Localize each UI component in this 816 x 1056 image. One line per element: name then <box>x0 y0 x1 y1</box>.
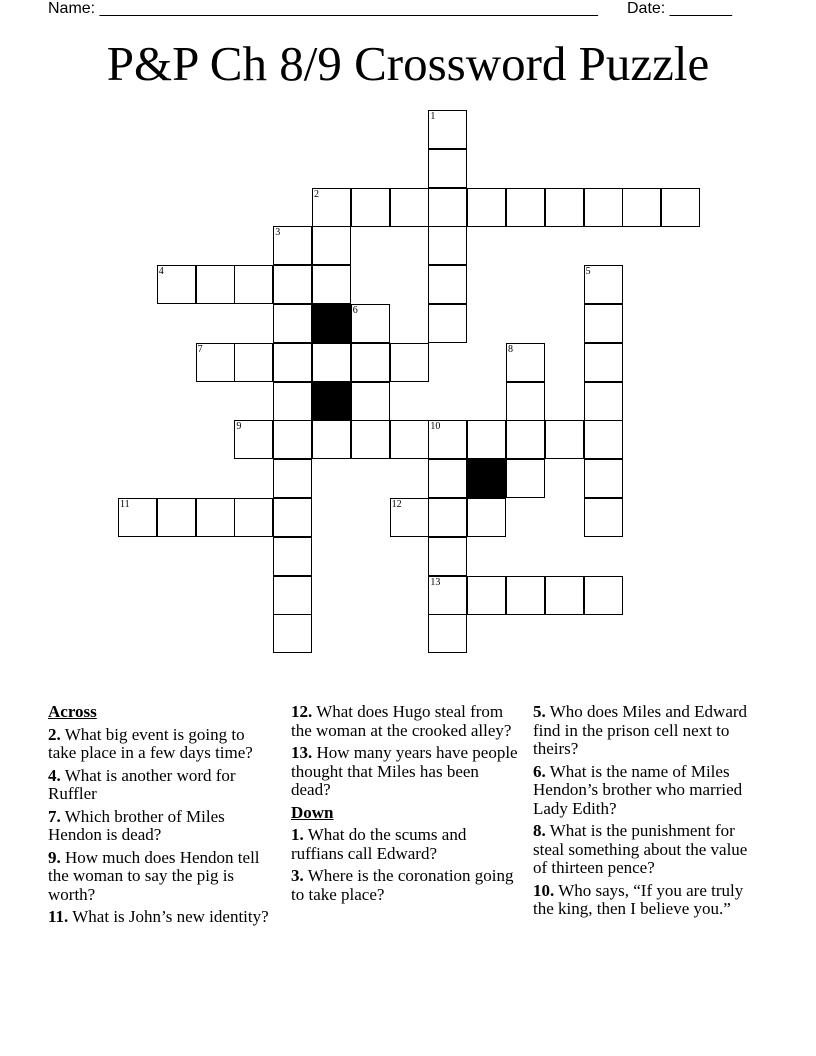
grid-cell[interactable] <box>506 382 545 421</box>
grid-cell[interactable] <box>234 343 273 382</box>
clue-number: 6. <box>533 761 546 781</box>
grid-cell[interactable] <box>467 498 506 537</box>
grid-cell[interactable] <box>584 382 623 421</box>
clue-text: Who says, “If you are truly the king, then I believe you.” <box>533 880 744 918</box>
clues-column-2 <box>291 703 521 908</box>
grid-cell[interactable] <box>428 188 467 227</box>
clue-text: What do the scums and ruffians call Edward? <box>291 825 467 863</box>
grid-cell[interactable] <box>312 226 351 265</box>
grid-cell[interactable] <box>467 188 506 227</box>
grid-cell[interactable] <box>234 265 273 304</box>
grid-cell[interactable] <box>467 576 506 615</box>
clue-number-label: 4 <box>158 266 164 278</box>
grid-cell[interactable] <box>312 343 351 382</box>
clue-number-label: 5 <box>585 266 591 278</box>
clue-number-label: 7 <box>197 343 203 355</box>
clue-text: What is another word for Ruffler <box>48 765 236 803</box>
grid-cell[interactable] <box>428 149 467 188</box>
grid-cell[interactable] <box>390 188 429 227</box>
grid-cell[interactable] <box>506 459 545 498</box>
grid-cell[interactable] <box>273 614 312 653</box>
grid-cell[interactable] <box>428 304 467 343</box>
grid-cell[interactable] <box>273 343 312 382</box>
black-cell <box>467 459 506 498</box>
clue-text: Who does Miles and Edward find in the prison cell next to theirs? <box>533 702 748 758</box>
clue-text: What is John’s new identity? <box>68 907 269 926</box>
clue-down-3 <box>291 867 521 904</box>
clue-number-label: 8 <box>508 343 513 355</box>
down-heading: Down <box>291 802 334 822</box>
clue-number: 10. <box>533 880 555 900</box>
grid-cell[interactable] <box>584 459 623 498</box>
grid-cell[interactable] <box>467 420 506 459</box>
grid-cell[interactable] <box>273 537 312 576</box>
grid-cell[interactable] <box>312 265 351 304</box>
grid-cell[interactable] <box>351 343 390 382</box>
grid-cell[interactable] <box>506 576 545 615</box>
black-cell <box>312 382 351 421</box>
grid-cell[interactable] <box>234 420 273 459</box>
clue-across-9 <box>48 849 276 905</box>
grid-cell[interactable] <box>428 265 467 304</box>
grid-cell[interactable] <box>273 420 312 459</box>
grid-cell[interactable] <box>312 420 351 459</box>
grid-cell[interactable] <box>273 498 312 537</box>
clue-text: How many years have people thought that Miles has been dead? <box>291 743 518 799</box>
clue-across-2 <box>48 726 276 763</box>
grid-cell[interactable] <box>273 576 312 615</box>
clue-number: 9. <box>48 847 61 867</box>
grid-cell[interactable] <box>428 537 467 576</box>
grid-cell[interactable] <box>118 498 157 537</box>
grid-cell[interactable] <box>584 576 623 615</box>
clue-text: What is the name of Miles Hendon’s brother who married Lady Edith? <box>533 761 743 818</box>
clues-column-3 <box>533 703 765 923</box>
grid-cell[interactable] <box>196 498 235 537</box>
grid-cell[interactable] <box>428 420 467 459</box>
clue-number: 11. <box>48 907 69 926</box>
grid-cell[interactable] <box>428 576 467 615</box>
clue-number: 12. <box>291 702 313 721</box>
clue-across-7 <box>48 808 276 845</box>
grid-cell[interactable] <box>351 382 390 421</box>
clue-text: What does Hugo steal from the woman at the crooked alley? <box>291 702 512 740</box>
grid-cell[interactable] <box>428 110 467 149</box>
puzzle-title: P&P Ch 8/9 Crossword Puzzle <box>106 36 710 91</box>
grid-cell[interactable] <box>390 343 429 382</box>
clue-number-label: 3 <box>275 227 281 239</box>
grid-cell[interactable] <box>196 343 235 382</box>
grid-cell[interactable] <box>545 188 584 227</box>
grid-cell[interactable] <box>506 420 545 459</box>
clue-number: 8. <box>533 821 546 840</box>
grid-cell[interactable] <box>157 498 196 537</box>
name-field[interactable]: Name: ________________________________________________________ <box>48 0 598 17</box>
clue-number-label: 1 <box>430 111 436 122</box>
grid-cell[interactable] <box>390 420 429 459</box>
grid-cell[interactable] <box>584 304 623 343</box>
clue-down-1 <box>291 826 521 863</box>
grid-cell[interactable] <box>351 420 390 459</box>
grid-cell[interactable] <box>584 343 623 382</box>
clue-number-label: 12 <box>391 499 402 510</box>
grid-cell[interactable] <box>273 382 312 421</box>
grid-cell[interactable] <box>428 498 467 537</box>
clue-number: 1. <box>291 825 304 844</box>
clue-down-10 <box>533 882 765 919</box>
grid-cell[interactable] <box>273 304 312 343</box>
grid-cell[interactable] <box>312 188 351 227</box>
clue-number-label: 6 <box>352 305 358 316</box>
clues-column-1 <box>48 703 276 931</box>
grid-cell[interactable] <box>545 576 584 615</box>
grid-cell[interactable] <box>157 265 196 304</box>
grid-cell[interactable] <box>273 265 312 304</box>
clue-number-label: 2 <box>314 188 319 200</box>
clue-number-label: 11 <box>120 499 130 510</box>
clue-number: 5. <box>533 702 546 721</box>
grid-cell[interactable] <box>234 498 273 537</box>
black-cell <box>312 304 351 343</box>
grid-cell[interactable] <box>273 226 312 265</box>
grid-cell[interactable] <box>196 265 235 304</box>
grid-cell[interactable] <box>273 459 312 498</box>
clue-down-5 <box>533 703 765 759</box>
clue-text: Where is the coronation going to take place? <box>291 866 514 904</box>
grid-cell[interactable] <box>584 188 623 227</box>
clue-across-12 <box>291 703 521 740</box>
clue-text: What big event is going to take place in a few days time? <box>48 724 253 762</box>
grid-cell[interactable] <box>584 420 623 459</box>
grid-cell[interactable] <box>584 498 623 537</box>
grid-cell[interactable] <box>428 614 467 653</box>
grid-cell[interactable] <box>545 420 584 459</box>
clue-number: 2. <box>48 724 61 744</box>
grid-cell[interactable] <box>506 343 545 382</box>
across-heading: Across <box>48 702 97 721</box>
date-field[interactable]: Date: _______ <box>627 0 732 17</box>
clue-text: How much does Hendon tell the woman to say the pig is worth? <box>48 847 260 904</box>
clue-across-4 <box>48 767 276 804</box>
clue-number-label: 9 <box>236 421 242 433</box>
grid-cell[interactable] <box>661 188 700 227</box>
grid-cell[interactable] <box>506 188 545 227</box>
clue-number: 13. <box>291 743 313 762</box>
clue-text: Which brother of Miles Hendon is dead? <box>48 806 225 844</box>
grid-cell[interactable] <box>584 265 623 304</box>
clue-across-13 <box>291 744 521 800</box>
clue-text: What is the punishment for steal something about the value of thirteen pence? <box>533 821 748 877</box>
clue-number: 4. <box>48 765 61 785</box>
clue-number-label: 10 <box>430 421 441 433</box>
grid-cell[interactable] <box>428 226 467 265</box>
clue-down-6 <box>533 763 765 819</box>
clue-number-label: 13 <box>430 576 441 588</box>
clue-across-11 <box>48 908 276 927</box>
grid-cell[interactable] <box>351 188 390 227</box>
clue-down-8 <box>533 822 765 878</box>
grid-cell[interactable] <box>351 304 390 343</box>
clue-number: 3. <box>291 866 304 885</box>
grid-cell[interactable] <box>622 188 661 227</box>
grid-cell[interactable] <box>390 498 429 537</box>
clue-number: 7. <box>48 806 61 826</box>
grid-cell[interactable] <box>428 459 467 498</box>
